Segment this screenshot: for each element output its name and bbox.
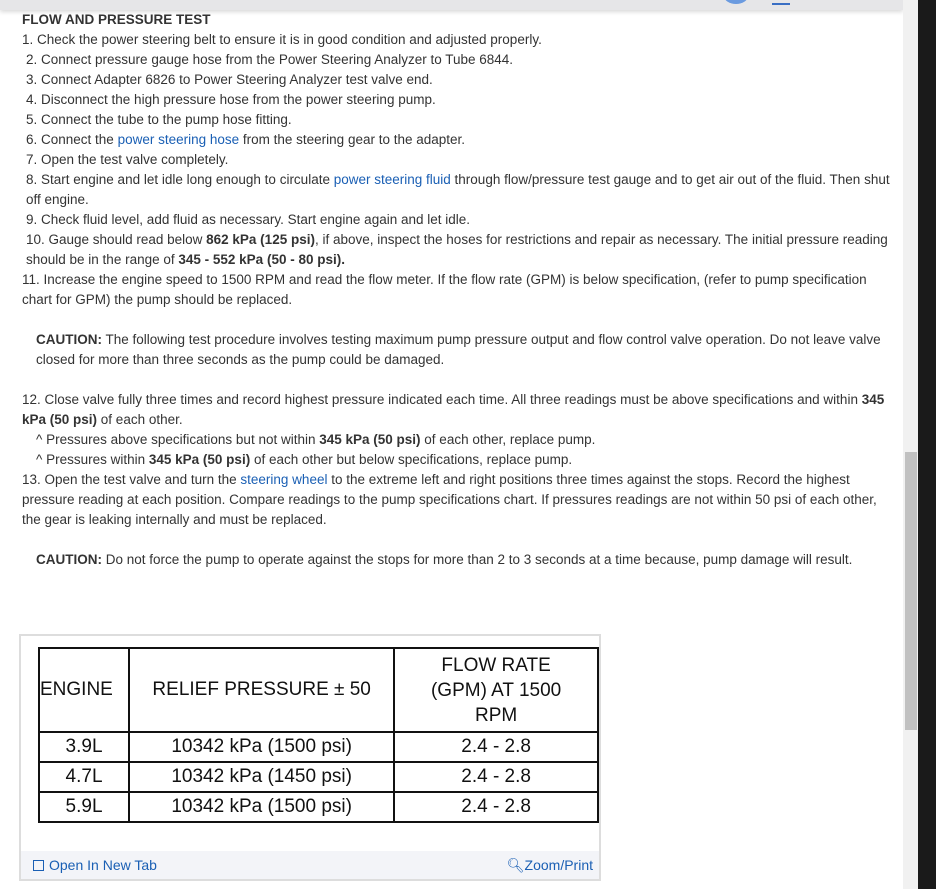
caution-note — [22, 330, 892, 370]
toolbar-icon[interactable] — [772, 0, 790, 5]
procedure-step — [22, 270, 892, 310]
step-text: 13. Open the test valve and turn the — [22, 472, 241, 487]
procedure-step — [22, 150, 892, 170]
procedure-steps — [22, 30, 892, 570]
panel-footer — [21, 851, 599, 879]
step-text: 9. Check fluid level, add fluid as necessary. Start engine again and let idle. — [26, 212, 471, 227]
window-edge — [918, 0, 936, 889]
caution-note — [22, 550, 892, 570]
section-title: FLOW AND PRESSURE TEST — [22, 12, 211, 27]
table-row — [39, 792, 598, 822]
table-row — [39, 732, 598, 762]
step-text: 7. Open the test valve completely. — [26, 152, 229, 167]
step-text: 10. Gauge should read below — [26, 232, 207, 247]
procedure-step — [22, 50, 892, 70]
user-avatar-icon[interactable] — [724, 0, 748, 4]
header-engine: ENGINE — [39, 648, 129, 732]
emphasis-text: CAUTION: — [36, 332, 102, 347]
procedure-step — [22, 70, 892, 90]
step-text: through flow/pressure test gauge and to get air out of the fluid. Then shut off engine. — [26, 172, 890, 207]
step-text: of each other, replace pump. — [420, 432, 596, 447]
step-text: ^ Pressures within — [36, 452, 149, 467]
flow-rate-cell: 2.4 - 2.8 — [394, 792, 598, 822]
flow-rate-cell: 2.4 - 2.8 — [394, 732, 598, 762]
emphasis-text: 862 kPa (125 psi) — [206, 232, 315, 247]
engine-cell: 3.9L — [39, 732, 129, 762]
spacer — [22, 530, 892, 550]
step-text: ^ Pressures above specifications but not within — [36, 432, 320, 447]
flow-rate-cell: 2.4 - 2.8 — [394, 762, 598, 792]
header-flow-rate: FLOW RATE (GPM) AT 1500 RPM — [394, 648, 598, 732]
emphasis-text: 345 - 552 kPa (50 - 80 psi). — [178, 252, 345, 267]
scrollbar-track[interactable] — [903, 0, 918, 889]
step-text: 5. Connect the tube to the pump hose fitting. — [26, 112, 292, 127]
relief-pressure-cell: 10342 kPa (1500 psi) — [129, 732, 394, 762]
engine-cell: 5.9L — [39, 792, 129, 822]
new-tab-icon — [33, 860, 44, 871]
table-header-row — [39, 648, 598, 732]
step-text: from the steering gear to the adapter. — [239, 132, 466, 147]
emphasis-text: 345 kPa (50 psi) — [319, 432, 421, 447]
sub-step — [22, 450, 892, 470]
step-text: of each other but below specifications, replace pump. — [250, 452, 573, 467]
spacer — [22, 310, 892, 330]
scrollbar-thumb[interactable] — [905, 452, 917, 730]
step-text: , if above, inspect the hoses for restrictions and repair as necessary. The initial pressure reading should be in the range of — [26, 232, 888, 267]
step-text: of each other. — [97, 412, 183, 427]
procedure-step — [22, 30, 892, 50]
step-text: 12. Close valve fully three times and record highest pressure indicated each time. All three readings must be above specifications and within — [22, 392, 862, 407]
procedure-step — [22, 170, 892, 210]
open-in-new-tab-link[interactable] — [33, 857, 157, 873]
step-text: 11. Increase the engine speed to 1500 RPM and read the flow meter. If the flow rate (GPM) is below specification, (refer to pump specification chart for GPM) the pump should be replaced. — [22, 272, 867, 307]
glossary-link[interactable]: power steering fluid — [333, 172, 451, 187]
emphasis-text: CAUTION: — [36, 552, 102, 567]
zoom-print-label: Zoom/Print — [524, 857, 593, 873]
sub-step — [22, 430, 892, 450]
step-text: 2. Connect pressure gauge hose from the Power Steering Analyzer to Tube 6844. — [26, 52, 514, 67]
relief-pressure-cell: 10342 kPa (1500 psi) — [129, 792, 394, 822]
procedure-step — [22, 210, 892, 230]
procedure-step — [22, 110, 892, 130]
spec-table-panel — [19, 634, 601, 881]
glossary-link[interactable]: steering wheel — [240, 472, 328, 487]
procedure-step — [22, 390, 892, 430]
step-text: 4. Disconnect the high pressure hose from the power steering pump. — [26, 92, 436, 107]
spec-table — [38, 647, 599, 823]
emphasis-text: 345 kPa (50 psi) — [22, 392, 885, 427]
relief-pressure-cell: 10342 kPa (1450 psi) — [129, 762, 394, 792]
engine-cell: 4.7L — [39, 762, 129, 792]
step-text: 1. Check the power steering belt to ensure it is in good condition and adjusted properly. — [22, 32, 542, 47]
step-text: The following test procedure involves testing maximum pump pressure output and flow control valve operation. Do not leave valve closed for more than three seconds as the pump could be damaged. — [36, 332, 881, 367]
step-text: Do not force the pump to operate against the stops for more than 2 to 3 seconds at a time because, pump damage will result. — [102, 552, 853, 567]
procedure-step — [22, 470, 892, 530]
step-text: 8. Start engine and let idle long enough to circulate — [26, 172, 334, 187]
header-relief-pressure: RELIEF PRESSURE ± 50 — [129, 648, 394, 732]
zoom-print-link[interactable] — [507, 857, 593, 874]
open-in-new-tab-label: Open In New Tab — [49, 857, 157, 873]
procedure-step — [22, 90, 892, 110]
procedure-step — [22, 130, 892, 150]
spacer — [22, 370, 892, 390]
step-text: 3. Connect Adapter 6826 to Power Steering Analyzer test valve end. — [26, 72, 433, 87]
glossary-link[interactable]: power steering hose — [117, 132, 240, 147]
step-text: to the extreme left and right positions three times against the stops. Record the highest pressure reading at each position. Compare readings to the pump specifications chart. If pressures readings are not within 50 psi of each other, the gear is leaking internally and must be replaced. — [22, 472, 877, 527]
step-text: 6. Connect the — [26, 132, 118, 147]
emphasis-text: 345 kPa (50 psi) — [148, 452, 251, 467]
zoom-icon: 🔍︎ — [506, 857, 525, 873]
table-row — [39, 762, 598, 792]
top-toolbar — [0, 0, 903, 10]
procedure-step — [22, 230, 892, 270]
procedure-content — [22, 10, 892, 570]
